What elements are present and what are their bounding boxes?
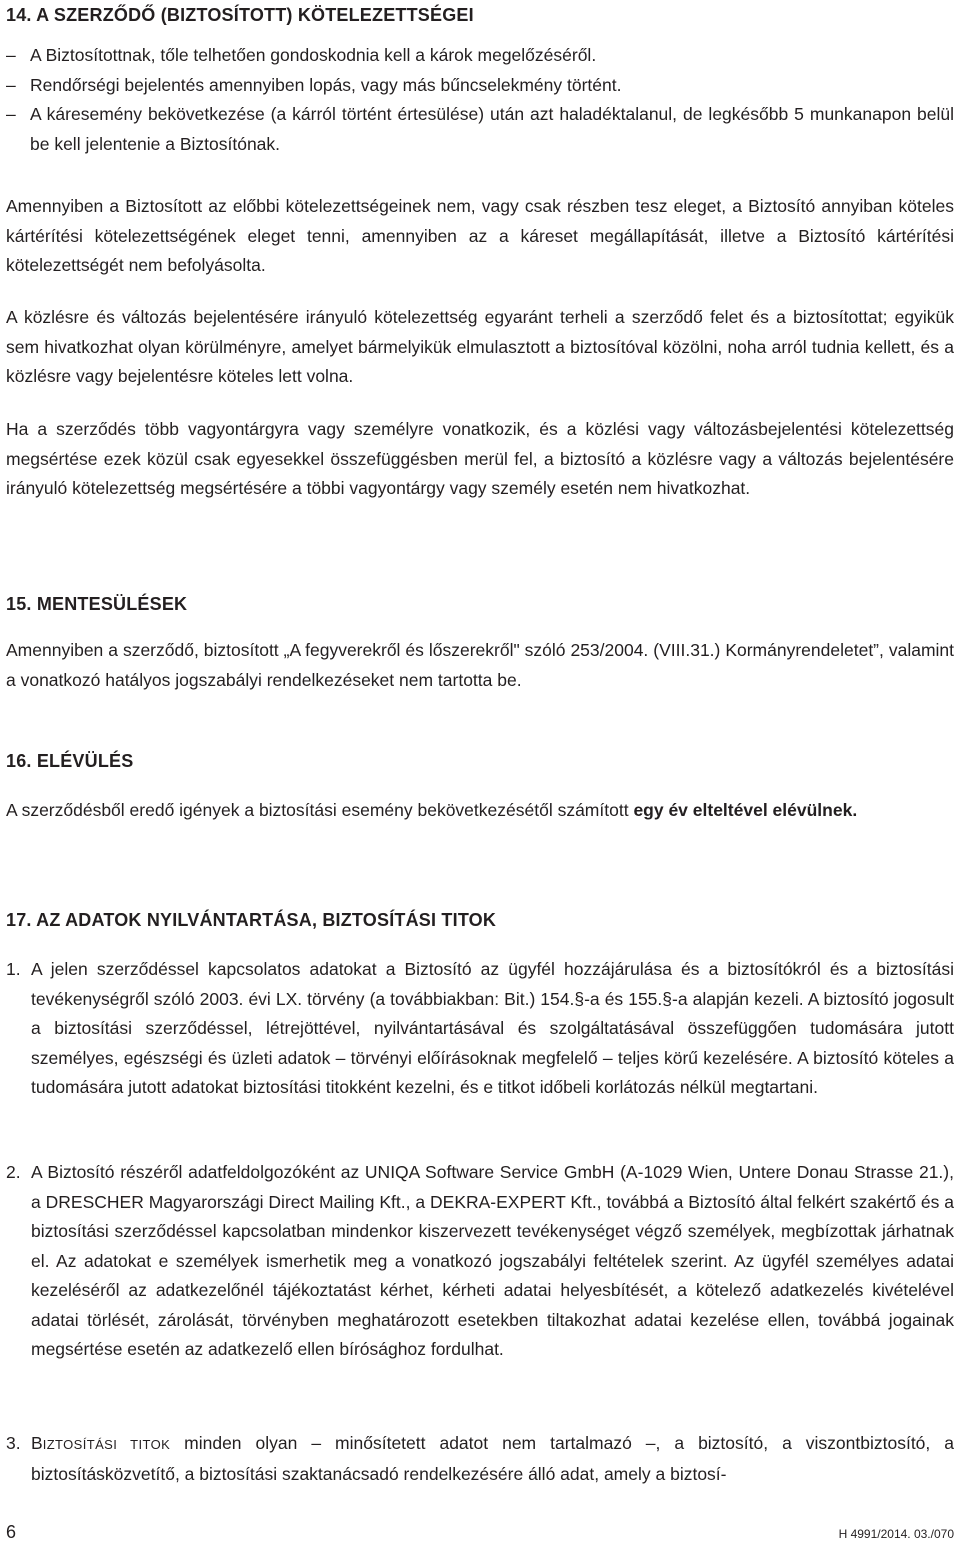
term-initial: B: [31, 1433, 43, 1453]
item-text: A Biztosító részéről adatfeldolgozóként az UNIQA Software Service GmbH (A-1029 Wien, Untere Donau Strasse 21.), a DRESCHER Magyarországi Direct Mailing Kft., a DEKRA-EXPERT Kft., továbbá a Biztosító által felkért szakértő és a biztosítási szerződéssel kapcsolatban mindenkor kiszervezett tevékenységet végző személyek, megbízottak járhatnak el. Az adatokat e személyek ismerhetik meg a vonatkozó jogszabályi feltételek szerint. Az ügyfél személyes adatai kezeléséről az adatkezelőnél tájékoztatást kérhet, kérheti adatai helyesbítését, a kötelező adatkezelés kivételével adatai törlését, zárolását, törvényben meghatározott esetekben tiltakozhat adatai kezelése ellen, továbbá jogainak megsértése esetén az adatkezelő ellen bírósághoz fordulhat.: [31, 1162, 954, 1359]
bullet-text: A Biztosítottnak, tőle telhetően gondoskodnia kell a károk megelőzéséről.: [30, 45, 597, 65]
section-14-paragraph: Amennyiben a Biztosított az előbbi kötelezettségeinek nem, vagy csak részben tesz eleget, a Biztosító annyiban köteles kártérítési kötelezettségének eleget tenni, amennyiben az a káreset megállapítását, illetve a Biztosító kártérítési kötelezettségét nem befolyásolta.: [6, 196, 954, 275]
section-16-heading: 16. ELÉVÜLÉS: [6, 751, 134, 771]
item-text: [31, 1429, 954, 1489]
section-17-heading: 17. AZ ADATOK NYILVÁNTARTÁSA, BIZTOSÍTÁSI TITOK: [6, 910, 497, 930]
limitation-period-bold: egy év elteltével elévülnek.: [633, 800, 858, 820]
section-16-text: [6, 796, 954, 826]
item-number: 3.: [6, 1433, 21, 1453]
page-footer: [6, 1522, 954, 1543]
item-number: 1.: [6, 959, 21, 979]
numbered-item: [6, 955, 954, 1103]
section-14-heading: 14. A SZERZŐDŐ (BIZTOSÍTOTT) KÖTELEZETTSÉGEI: [6, 5, 474, 25]
section-14-bullets: [6, 41, 954, 159]
section-14-paragraph: Ha a szerződés több vagyontárgyra vagy személyre vonatkozik, és a közlési vagy változásbejelentési kötelezettség megsértése ezek közül csak egyesekkel összefüggésben merül fel, a biztosító a közlésre vagy a változás bejelentésére irányuló kötelezettség megsértésére a többi vagyontárgy vagy személy esetén nem hivatkozhat.: [6, 419, 954, 498]
section-14-paragraph: A közlésre és változás bejelentésére irányuló kötelezettség egyaránt terheli a szerződő felet és a biztosítottat; egyikük sem hivatkozhat olyan körülményre, amelyet bármelyikük elmulasztott a biztosítóval közölni, noha arról tudnia kellett, és a közlésre vagy bejelentésre köteles lett volna.: [6, 307, 954, 386]
bullet-item: [6, 71, 954, 101]
bullet-item: [6, 100, 954, 159]
dash-marker: –: [6, 104, 16, 124]
numbered-item: [6, 1158, 954, 1365]
term-smallcaps: IZTOSÍTÁSI TITOK: [42, 1437, 171, 1452]
page-number: 6: [6, 1522, 17, 1542]
bullet-item: [6, 41, 954, 71]
bullet-text: A káresemény bekövetkezése (a kárról történt értesülése) után azt haladéktalanul, de legkésőbb 5 munkanapon belül be kell jelentenie a Biztosítónak.: [30, 104, 954, 154]
dash-marker: –: [6, 45, 16, 65]
section-15-text: Amennyiben a szerződő, biztosított „A fegyverekről és lőszerekről" szóló 253/2004. (VIII.31.) Kormányrendeletet”, valamint a vonatkozó hatályos jogszabályi rendelkezéseket nem tartotta be.: [6, 640, 954, 690]
section-15-heading: 15. MENTESÜLÉSEK: [6, 594, 188, 614]
item-number: 2.: [6, 1162, 21, 1182]
item-text: A jelen szerződéssel kapcsolatos adatokat a Biztosító az ügyfél hozzájárulása és a biztosítókról és a biztosítási tevékenységről szóló 2003. évi LX. törvény (a továbbiakban: Bit.) 154.§-a és 155.§-a alapján kezeli. A biztosító jogosult a biztosítási szerződéssel, létrejöttével, nyilvántartásával és szolgáltatásával összefüggően tudomására jutott személyes, egészségi és üzleti adatok – törvényi előírásoknak megfelelő – teljes körű kezelésére. A biztosító köteles a tudomására jutott adatokat biztosítási titokként kezelni, és e titkot időbeli korlátozás nélkül megtartani.: [31, 959, 954, 1097]
numbered-item: [6, 1429, 954, 1489]
term-definition: minden olyan – minősítetett adatot nem tartalmazó –, a biztosító, a viszontbiztosító, a biztosításközvetítő, a biztosítási szaktanácsadó rendelkezésére álló adat, amely a biztosí-: [31, 1433, 954, 1484]
dash-marker: –: [6, 74, 16, 95]
bullet-text: Rendőrségi bejelentés amennyiben lopás, vagy más bűncselekmény történt.: [30, 74, 622, 95]
limitation-text: A szerződésből eredő igények a biztosítási esemény bekövetkezésétől számított: [6, 800, 629, 820]
document-code: H 4991/2014. 03./070: [838, 1527, 954, 1541]
